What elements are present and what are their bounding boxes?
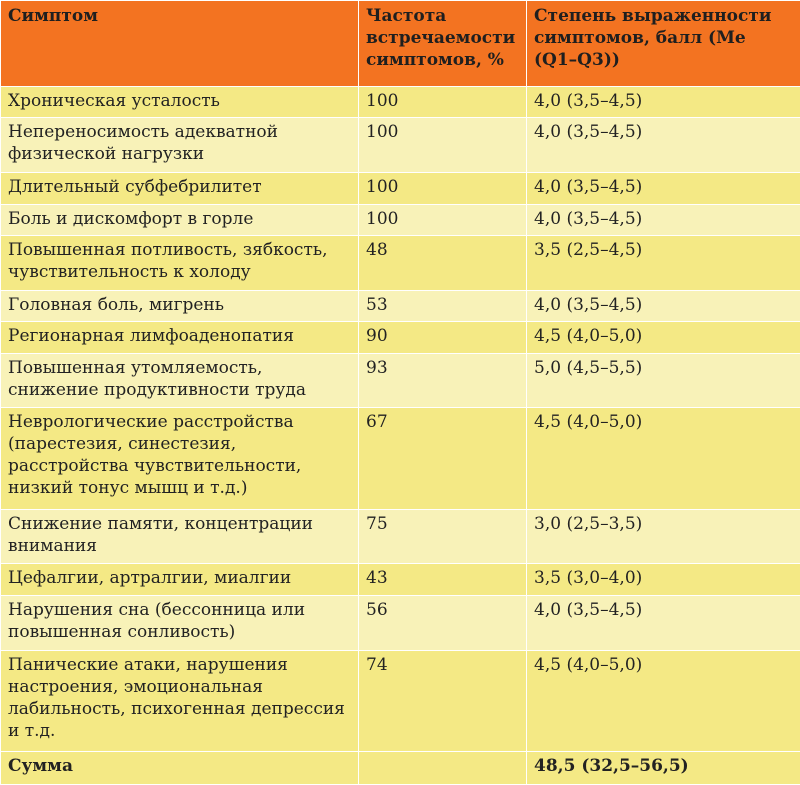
header-severity: Степень выраженности симптомов, балл (Me (Q1–Q3)) [527,1,800,87]
table-row [1,595,800,650]
table-row [1,118,800,173]
table-row [1,408,800,509]
cell-severity: 5,0 (4,5–5,5) [527,353,800,408]
cell-frequency: 48 [359,236,527,291]
cell-frequency: 100 [359,87,527,118]
cell-severity: 3,5 (2,5–4,5) [527,236,800,291]
cell-symptom: Длительный субфебрилитет [1,173,359,204]
cell-symptom: Боль и дискомфорт в горле [1,204,359,235]
total-label: Сумма [1,752,359,785]
cell-severity: 3,5 (3,0–4,0) [527,564,800,595]
header-symptom: Симптом [1,1,359,87]
table-row [1,564,800,595]
cell-symptom: Панические атаки, нарушения настроения, эмоциональная лабильность, психогенная депрессия и т.д. [1,650,359,751]
table-row [1,87,800,118]
cell-symptom: Неврологические расстройства (парестезия, синестезия, расстройства чувствительности, низкий тонус мышц и т.д.) [1,408,359,509]
cell-severity: 4,5 (4,0–5,0) [527,650,800,751]
table-row [1,353,800,408]
cell-severity: 4,0 (3,5–4,5) [527,595,800,650]
cell-symptom: Регионарная лимфоаденопатия [1,322,359,353]
table-total-row [1,752,800,785]
table-header-row [1,1,800,87]
cell-severity: 4,0 (3,5–4,5) [527,204,800,235]
cell-severity: 4,5 (4,0–5,0) [527,408,800,509]
cell-severity: 4,5 (4,0–5,0) [527,322,800,353]
cell-symptom: Головная боль, мигрень [1,290,359,321]
cell-frequency: 67 [359,408,527,509]
cell-symptom: Нарушения сна (бессонница или повышенная сонливость) [1,595,359,650]
table-row [1,322,800,353]
cell-frequency: 100 [359,173,527,204]
table-row [1,509,800,564]
cell-frequency: 75 [359,509,527,564]
cell-frequency: 43 [359,564,527,595]
table-row [1,204,800,235]
cell-severity: 3,0 (2,5–3,5) [527,509,800,564]
cell-symptom: Цефалгии, артралгии, миалгии [1,564,359,595]
cell-frequency: 53 [359,290,527,321]
cell-symptom: Снижение памяти, концентрации внимания [1,509,359,564]
cell-severity: 4,0 (3,5–4,5) [527,290,800,321]
cell-symptom: Непереносимость адекватной физической нагрузки [1,118,359,173]
cell-frequency: 100 [359,204,527,235]
cell-frequency: 100 [359,118,527,173]
cell-symptom: Повышенная потливость, зябкость, чувствительность к холоду [1,236,359,291]
total-frequency [359,752,527,785]
total-severity: 48,5 (32,5–56,5) [527,752,800,785]
cell-frequency: 74 [359,650,527,751]
cell-frequency: 90 [359,322,527,353]
cell-severity: 4,0 (3,5–4,5) [527,118,800,173]
cell-symptom: Хроническая усталость [1,87,359,118]
cell-symptom: Повышенная утомляемость, снижение продуктивности труда [1,353,359,408]
header-frequency: Частота встречаемости симптомов, % [359,1,527,87]
cell-frequency: 93 [359,353,527,408]
cell-severity: 4,0 (3,5–4,5) [527,87,800,118]
table-row [1,173,800,204]
table-row [1,236,800,291]
table-row [1,650,800,751]
cell-frequency: 56 [359,595,527,650]
cell-severity: 4,0 (3,5–4,5) [527,173,800,204]
table-row [1,290,800,321]
